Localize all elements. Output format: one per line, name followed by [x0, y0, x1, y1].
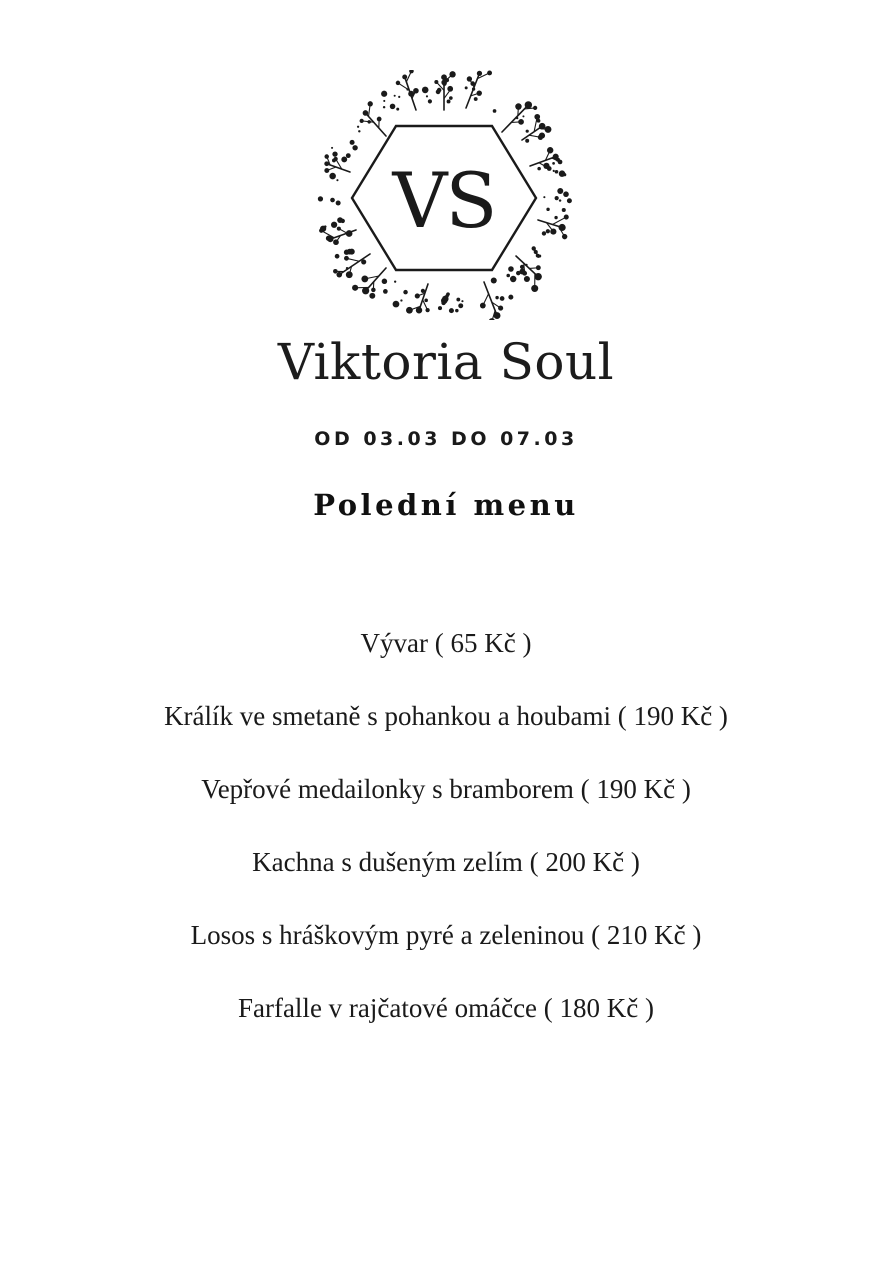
menu-item-price: ( 210 Kč ) [591, 920, 702, 950]
menu-item [0, 766, 892, 839]
menu-item [0, 912, 892, 985]
floral-wreath-logo-icon [316, 70, 576, 320]
menu-title: Polední menu [313, 488, 579, 522]
menu-list [0, 620, 892, 1058]
logo-monogram: VS [392, 156, 496, 245]
menu-item-price: ( 65 Kč ) [434, 628, 532, 658]
menu-item [0, 839, 892, 912]
menu-item-price: ( 180 Kč ) [543, 993, 655, 1023]
menu-item-price: ( 190 Kč ) [580, 774, 691, 804]
menu-item-price: ( 190 Kč ) [617, 701, 728, 731]
brand-name: Viktoria Soul [277, 333, 615, 391]
menu-item-name: Farfalle v rajčatové omáčce [237, 993, 538, 1023]
menu-item-name: Králík ve smetaně s pohankou a houbami [164, 701, 611, 731]
menu-item-name: Kachna s dušeným zelím [252, 847, 523, 877]
menu-item-price: ( 200 Kč ) [529, 847, 640, 877]
menu-item-name: Losos s hráškovým pyré a zeleninou [190, 920, 585, 950]
menu-item [0, 985, 892, 1058]
menu-item [0, 693, 892, 766]
logo [316, 70, 576, 320]
menu-dates: OD 03.03 DO 07.03 [314, 428, 578, 450]
menu-item-name: Vývar [360, 628, 428, 658]
menu-item-name: Vepřové medailonky s bramborem [201, 774, 574, 804]
menu-item [0, 620, 892, 693]
